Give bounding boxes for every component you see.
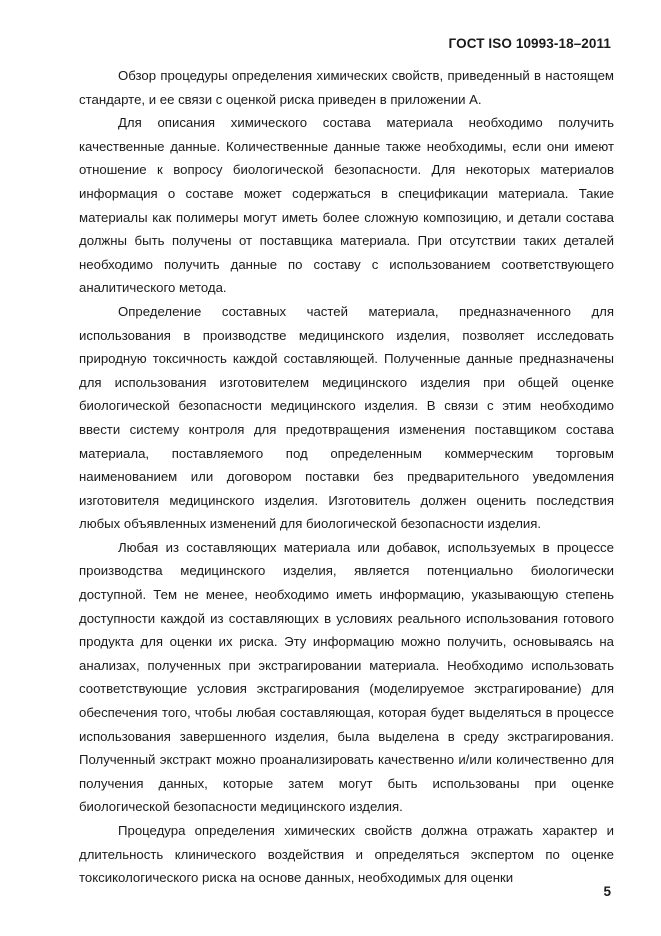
paragraph-chemical-composition: Для описания химического состава материала необходимо получить качественные данные. Количественные данные также необходимы, если они имеют отношение к вопросу биологической безопасности. Для некоторых материалов информация о составе может содержаться в спецификации материала. Такие материалы как полимеры могут иметь более сложную композицию, и детали состава должны быть получены от поставщика материала. При отсутствии таких деталей необходимо получить данные по составу с использованием соответствующего аналитического метода. [79, 115, 614, 296]
standard-code-header: ГОСТ ISO 10993-18–2011 [448, 36, 611, 51]
body-text [79, 64, 614, 890]
paragraph-bioavailability: Любая из составляющих материала или добавок, используемых в процессе производства медицинского изделия, является потенциально биологически доступной. Тем не менее, необходимо иметь информацию, указывающую степень доступности каждой из составляющих в условиях реального использования готового продукта для оценки их риска. Эту информацию можно получить, основываясь на анализах, полученных при экстрагировании материала. Необходимо использовать соответствующие условия экстрагирования (моделируемое экстрагирование) для обеспечения того, чтобы любая составляющая, которая будет выделяться в процессе использования завершенного изделия, была выделена в среду экстрагирования. Полученный экстракт можно проанализировать качественно и/или количественно для получения данных, которые затем могут быть использованы при оценке биологической безопасности медицинского изделия. [79, 539, 614, 815]
page-number: 5 [603, 884, 611, 899]
paragraph-procedure: Процедура определения химических свойств должна отражать характер и длительность клинического воздействия и определяться экспертом по оценке токсикологического риска на основе данных, необходимых для оценки [79, 823, 614, 886]
paragraph-constituents: Определение составных частей материала, предназначенного для использования в производстве медицинского изделия, позволяет исследовать природную токсичность каждой составляющей. Полученные данные предназначены для использования изготовителем медицинского изделия при общей оценке биологической безопасности медицинского изделия. В связи с этим необходимо ввести систему контроля для предотвращения изменения поставщиком состава материала, поставляемого под определенным коммерческим торговым наименованием или договором поставки без предварительного уведомления изготовителя медицинского изделия. Изготовитель должен оценить последствия любых объявленных изменений для биологической безопасности изделия. [79, 303, 614, 532]
paragraph-overview: Обзор процедуры определения химических свойств, приведенный в настоящем стандарте, и ее связи с оценкой риска приведен в приложении А. [79, 68, 614, 107]
